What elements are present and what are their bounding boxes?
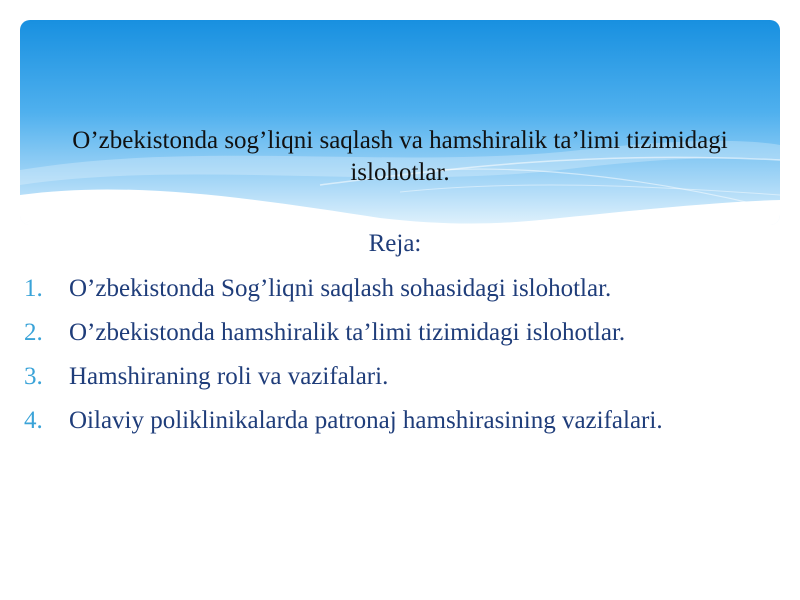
list-item-text: O’zbekistonda Sog’liqni saqlash sohasidagi islohotlar. bbox=[69, 275, 612, 302]
slide-title: O’zbekistonda sog’liqni saqlash va hamshiralik ta’limi tizimidagi islohotlar. bbox=[72, 127, 728, 186]
list-item-number: 1. bbox=[24, 275, 43, 302]
plan-heading: Reja: bbox=[368, 230, 422, 257]
list-item-text: Hamshiraning roli va vazifalari. bbox=[69, 363, 389, 390]
list-item-number: 4. bbox=[24, 407, 43, 434]
list-item-number: 2. bbox=[24, 319, 43, 346]
list-item bbox=[24, 314, 784, 352]
wave-decoration bbox=[20, 20, 780, 225]
plan-list bbox=[24, 270, 784, 446]
list-item bbox=[24, 270, 784, 308]
list-item bbox=[24, 358, 784, 396]
header-wave-band bbox=[20, 20, 780, 225]
list-item-text: O’zbekistonda hamshiralik ta’limi tizimidagi islohotlar. bbox=[69, 319, 626, 346]
list-item-number: 3. bbox=[24, 363, 43, 390]
list-item bbox=[24, 402, 784, 440]
list-item-text: Oilaviy poliklinikalarda patronaj hamshirasining vazifalari. bbox=[69, 407, 663, 434]
